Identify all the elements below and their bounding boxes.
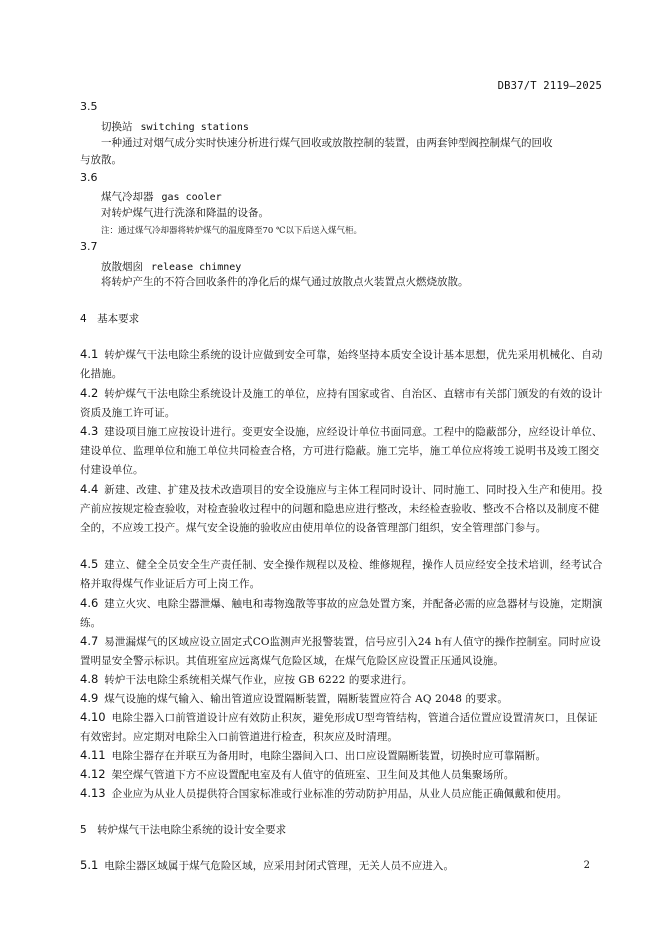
clause-text: 建立火灾、电除尘器泄爆、触电和毒物逸散等事故的应急处置方案，并配备必需的应急器材与设施，定期演练。 [80,598,603,629]
clause [80,784,605,804]
clause-text: 新建、改建、扩建及技术改造项目的安全设施应与主体工程同时设计、同时施工、同时投入生产和使用。投产前应按规定检查验收，对检查验收过程中的问题和隐患应进行整改，未经检查验收、整改不合格以及制度不健全的，不应竣工投产。煤气安全设施的验收应由使用单位的设备管理部门组织，安全管理部门参与。 [80,484,603,534]
section-heading: 4 基本要求 [80,313,140,325]
clause-text: 电除尘器区域属于煤气危险区域，应采用封闭式管理，无关人员不应进入。 [104,860,455,872]
clause-text: 建设项目施工应按设计进行。变更安全设施，应经设计单位书面同意。工程中的隐蔽部分，应经设计单位、建设单位、监理单位和施工单位共同检查合格，方可进行隐蔽。施工完毕，施工单位应将竣工说明书及竣工图交付建设单位。 [80,426,603,476]
term-chinese: 切换站 [101,121,133,133]
term-english: release chimney [151,262,242,273]
term-definition-cont: 与放散。 [80,154,122,166]
clause-text: 转炉干法电除尘系统相关煤气作业，应按 GB 6222 的要求进行。 [104,674,413,686]
clause-number: 4.6 [80,596,99,610]
clause [80,480,605,538]
clause-number: 4.1 [80,347,99,361]
clause-text: 企业应为从业人员提供符合国家标准或行业标准的劳动防护用品，从业人员应能正确佩戴和使用。 [111,788,568,800]
term-english: gas cooler [161,192,222,203]
clause [80,384,605,423]
clause-text: 煤气设施的煤气输入、输出管道应设置隔断装置，隔断装置应符合 AQ 2048 的要求。 [104,693,508,705]
term-definition: 对转炉煤气进行洗涤和降温的设备。 [101,207,269,219]
term-note: 注：通过煤气冷却器将转炉煤气的温度降至70 ℃以下后送入煤气柜。 [101,226,363,236]
clause-number: 4.9 [80,691,99,705]
clause [80,689,605,709]
term-number: 3.5 [80,100,98,113]
clause [80,594,605,633]
clause-text: 电除尘器存在并联互为备用时，电除尘器间入口、出口应设置隔断装置，切换时应可靠隔断。 [111,750,547,762]
clause-number: 4.12 [80,767,106,781]
term-title [101,119,249,134]
clause-number: 4.11 [80,748,106,762]
term-chinese: 煤气冷却器 [101,191,154,203]
clause [80,555,605,594]
clause [80,422,605,480]
clause [80,708,605,747]
clause-number: 4.8 [80,672,99,686]
clause [80,856,550,876]
clause-number: 4.10 [80,710,106,724]
clause-text: 建立、健全全员安全生产责任制、安全操作规程以及检、维修规程，操作人员应经安全技术培训，经考试合格并取得煤气作业证后方可上岗工作。 [80,559,603,590]
term-number: 3.7 [80,240,98,253]
term-english: switching stations [140,122,249,133]
clause-text: 转炉煤气干法电除尘系统设计及施工的单位，应持有国家或省、自治区、直辖市有关部门颁发的有效的设计资质及施工许可证。 [80,388,603,419]
term-title [101,259,241,274]
page-number: 2 [583,860,590,871]
term-number: 3.6 [80,171,98,184]
term-definition: 将转炉产生的不符合回收条件的净化后的煤气通过放散点火装置点火燃烧放散。 [101,276,469,288]
clause-number: 4.7 [80,634,99,648]
term-title [101,189,222,204]
clause [80,345,605,384]
term-chinese: 放散烟囱 [101,261,143,273]
clause-text: 易泄漏煤气的区域应设立固定式CO监测声光报警装置，信号应引入24 h有人值守的操作控制室。同时应设置明显安全警示标识。其值班室应远离煤气危险区域，在煤气危险区应设置正压通风设施。 [80,636,601,667]
clause-text: 电除尘器入口前管道设计应有效防止积灰，避免形成U型弯管结构，管道合适位置应设置清灰口，且保证有效密封。应定期对电除尘入口前管道进行检查，积灰应及时清理。 [80,712,598,743]
clause-text: 转炉煤气干法电除尘系统的设计应做到安全可靠，始终坚持本质安全设计基本思想，优先采用机械化、自动化措施。 [80,349,603,380]
clause-number: 4.5 [80,557,99,571]
clause [80,670,605,690]
document-code: DB37/T 2119—2025 [497,80,602,92]
clause [80,632,605,671]
clause [80,765,605,785]
clause-number: 4.13 [80,786,106,800]
section-heading: 5 转炉煤气干法电除尘系统的设计安全要求 [80,824,287,836]
clause [80,746,605,766]
term-definition: 一种通过对烟气成分实时快速分析进行煤气回收或放散控制的装置，由两套钟型阀控制煤气的回收 [101,137,553,149]
clause-number: 4.2 [80,386,99,400]
clause-text: 架空煤气管道下方不应设置配电室及有人值守的值班室、卫生间及其他人员集聚场所。 [111,769,515,781]
clause-number: 4.3 [80,424,99,438]
clause-number: 5.1 [80,858,99,872]
clause-number: 4.4 [80,482,99,496]
